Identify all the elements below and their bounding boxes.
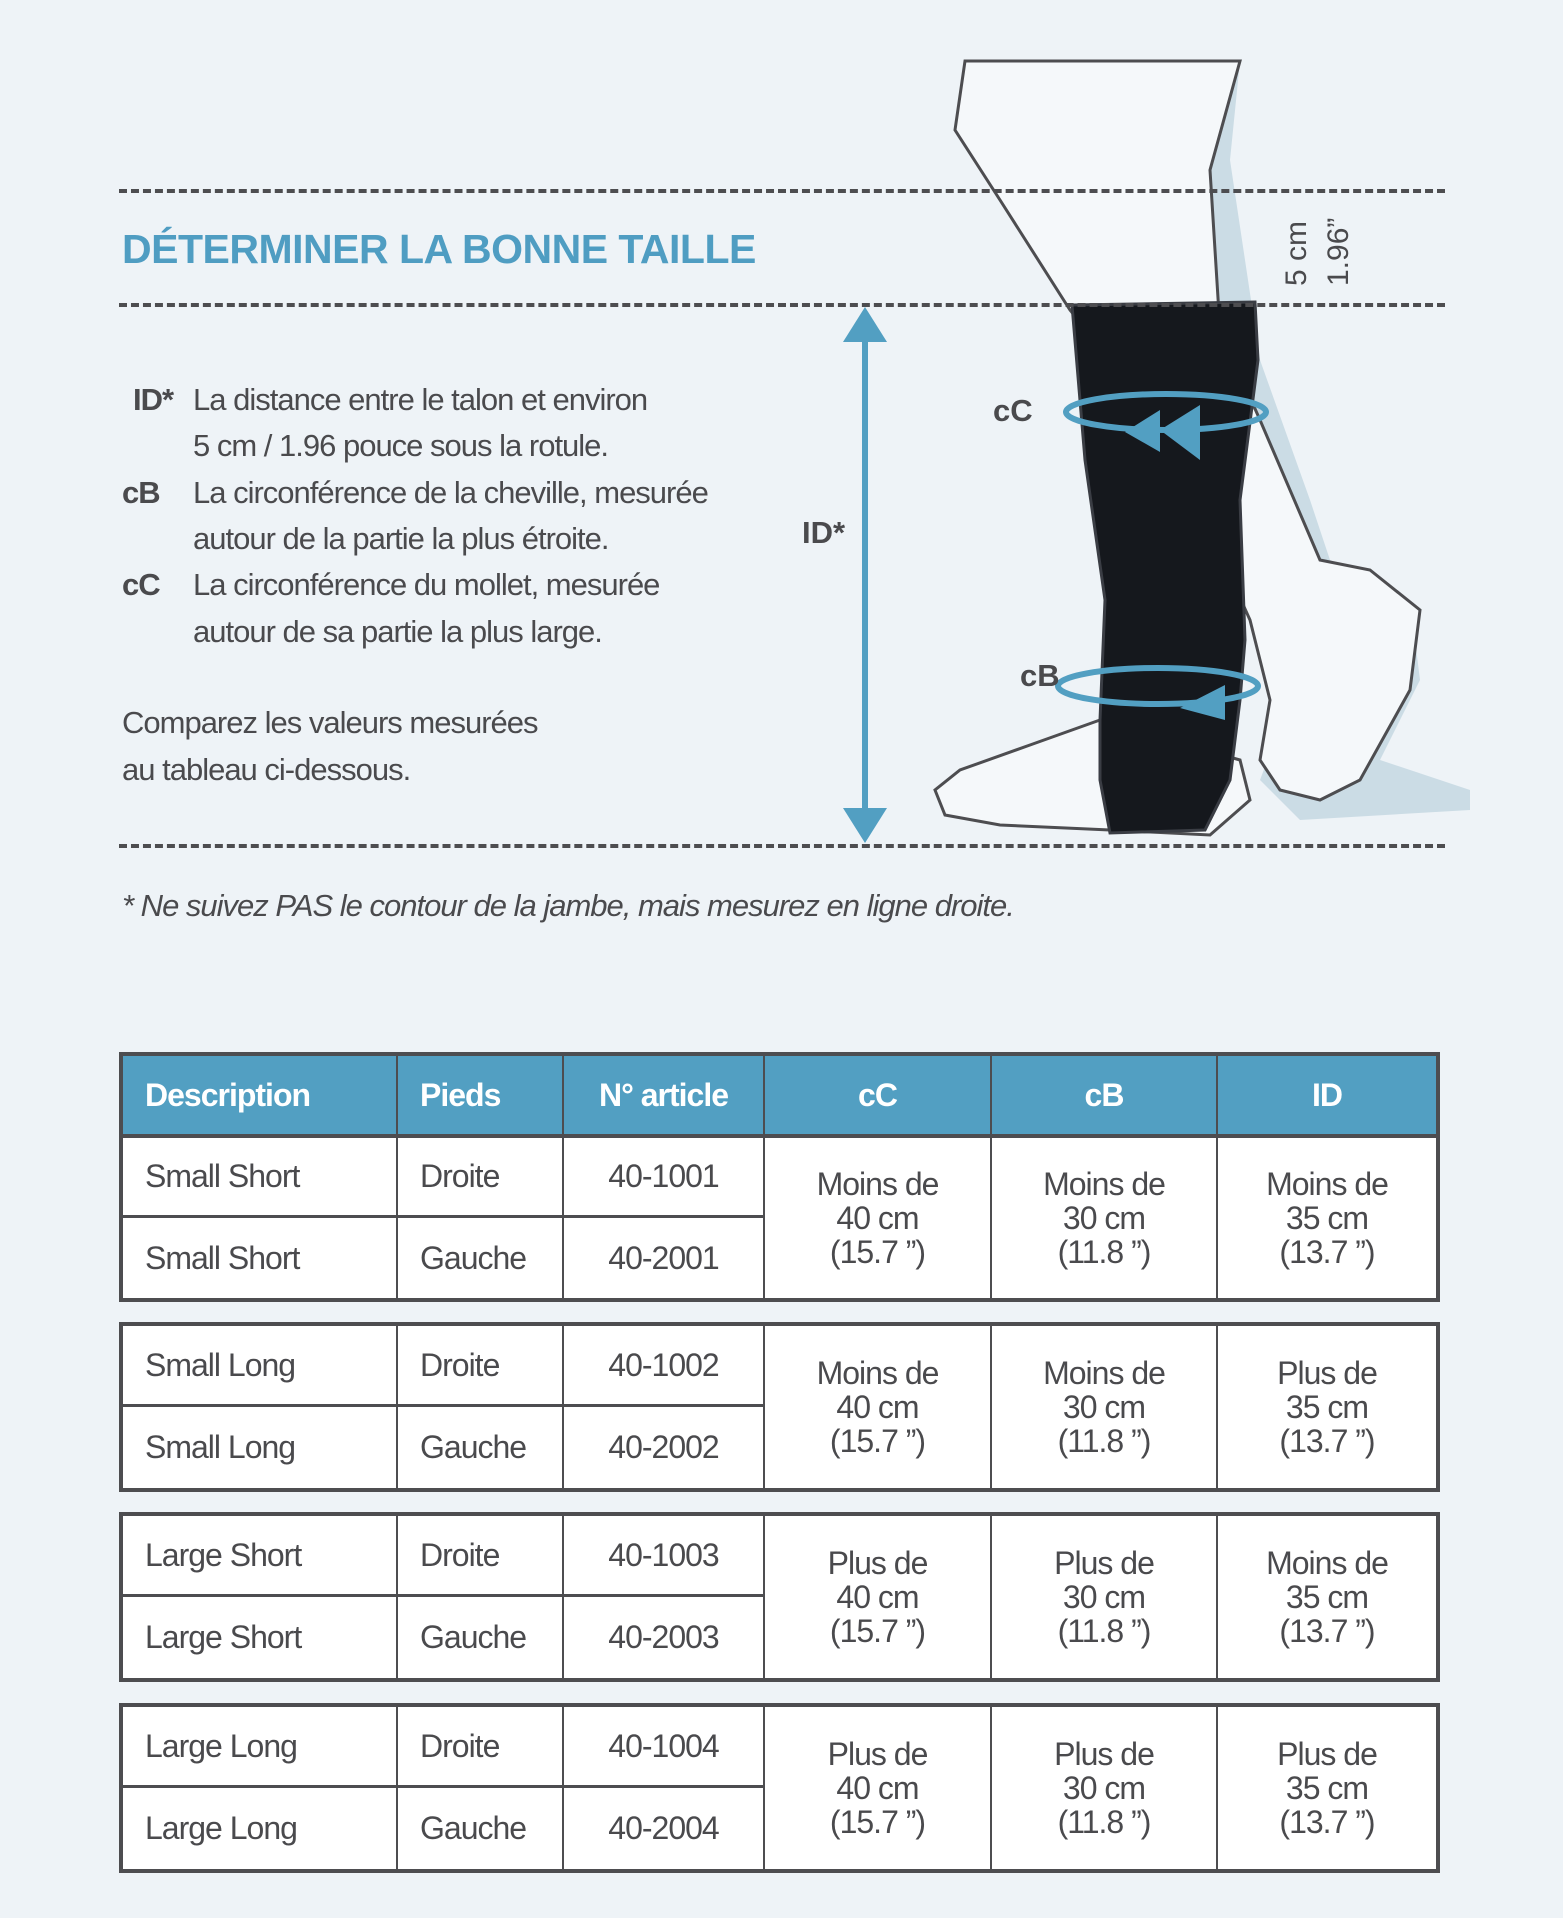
- header-description: Description: [123, 1056, 398, 1134]
- range-cell-cb: [992, 1138, 1218, 1298]
- range-line: 40 cm: [836, 1770, 919, 1806]
- id-arrow-up-icon: [843, 307, 887, 342]
- dashed-line-heel: [119, 844, 1445, 848]
- range-line: Plus de: [1277, 1355, 1377, 1391]
- range-line: (13.7 ”): [1279, 1234, 1375, 1270]
- table-header: [119, 1052, 1440, 1138]
- range-line: 40 cm: [836, 1579, 919, 1615]
- header-pieds: Pieds: [398, 1056, 564, 1134]
- range-line: 35 cm: [1285, 1579, 1369, 1615]
- article-cell: 40-2001: [564, 1218, 765, 1298]
- range-cell-cb: [992, 1326, 1218, 1488]
- size-group: [119, 1134, 1440, 1302]
- description-cell: Large Short: [123, 1516, 398, 1597]
- description-cell: Large Long: [123, 1788, 398, 1869]
- size-group: [119, 1322, 1440, 1492]
- def-text: 5 cm / 1.96 pouce sous la rotule.: [193, 428, 609, 463]
- range-line: 30 cm: [1062, 1200, 1146, 1236]
- id-diagram-label: ID*: [802, 515, 846, 550]
- article-cell: 40-2002: [564, 1407, 765, 1488]
- header-cc: cC: [765, 1056, 992, 1134]
- description-cell: Small Short: [123, 1218, 398, 1298]
- article-cell: 40-1001: [564, 1138, 765, 1218]
- def-text: autour de la partie la plus étroite.: [193, 521, 609, 556]
- range-cell-cb: [992, 1707, 1218, 1869]
- range-line: Plus de: [827, 1545, 928, 1581]
- description-cell: Small Long: [123, 1407, 398, 1488]
- foot-cell: Droite: [398, 1138, 564, 1218]
- range-line: Moins de: [1043, 1355, 1165, 1391]
- range-line: 30 cm: [1062, 1770, 1146, 1806]
- range-line: (15.7 ”): [829, 1423, 926, 1459]
- range-line: Plus de: [1277, 1736, 1377, 1772]
- description-cell: Small Long: [123, 1326, 398, 1407]
- range-line: (13.7 ”): [1279, 1804, 1375, 1840]
- page-title: DÉTERMINER LA BONNE TAILLE: [122, 226, 756, 272]
- foot-cell: Droite: [398, 1326, 564, 1407]
- foot-cell: Gauche: [398, 1407, 564, 1488]
- compare-text: Comparez les valeurs mesurées: [122, 705, 538, 740]
- size-group: [119, 1703, 1440, 1873]
- id-arrow-down-icon: [843, 808, 887, 843]
- description-cell: Large Short: [123, 1597, 398, 1678]
- size-group: [119, 1512, 1440, 1682]
- def-text: La circonférence du mollet, mesurée: [193, 567, 660, 602]
- range-line: 30 cm: [1062, 1579, 1146, 1615]
- range-line: 40 cm: [836, 1389, 919, 1425]
- range-cell-id: [1218, 1138, 1436, 1298]
- foot-cell: Droite: [398, 1707, 564, 1788]
- range-line: Moins de: [816, 1166, 939, 1202]
- compare-text: au tableau ci-dessous.: [122, 752, 411, 787]
- description-cell: Small Short: [123, 1138, 398, 1218]
- description-cell: Large Long: [123, 1707, 398, 1788]
- range-line: Plus de: [1054, 1545, 1154, 1581]
- article-cell: 40-1003: [564, 1516, 765, 1597]
- header-id: ID: [1312, 1076, 1342, 1113]
- range-line: Moins de: [1266, 1545, 1388, 1581]
- range-cell-id: [1218, 1516, 1436, 1678]
- article-cell: 40-2003: [564, 1597, 765, 1678]
- dashed-line-top: [119, 189, 1445, 193]
- range-line: 35 cm: [1285, 1770, 1369, 1806]
- def-label-cb: cB: [122, 475, 160, 510]
- header-article: N° article: [564, 1056, 765, 1134]
- range-line: (15.7 ”): [829, 1613, 926, 1649]
- range-cell-cc: [765, 1707, 992, 1869]
- range-line: (11.8 ”): [1057, 1423, 1151, 1459]
- range-line: 30 cm: [1062, 1389, 1146, 1425]
- foot-cell: Droite: [398, 1516, 564, 1597]
- dashed-line-knee: [119, 303, 1445, 307]
- def-text: La distance entre le talon et environ: [193, 382, 648, 417]
- def-text: La circonférence de la cheville, mesurée: [193, 475, 708, 510]
- range-line: (11.8 ”): [1057, 1613, 1151, 1649]
- range-line: (11.8 ”): [1057, 1234, 1151, 1270]
- header-cb: cB: [992, 1056, 1218, 1134]
- range-cell-id: [1218, 1707, 1436, 1869]
- range-cell-cc: [765, 1326, 992, 1488]
- range-line: 40 cm: [836, 1200, 919, 1236]
- range-cell-cc: [765, 1138, 992, 1298]
- compression-sleeve: [1072, 302, 1258, 833]
- offset-in-label: 1.96”: [1322, 217, 1355, 286]
- range-line: Plus de: [1054, 1736, 1154, 1772]
- range-cell-cb: [992, 1516, 1218, 1678]
- range-line: Moins de: [816, 1355, 939, 1391]
- footnote: * Ne suivez PAS le contour de la jambe, mais mesurez en ligne droite.: [122, 888, 1014, 923]
- article-cell: 40-1004: [564, 1707, 765, 1788]
- foot-cell: Gauche: [398, 1788, 564, 1869]
- offset-cm-label: 5 cm: [1280, 220, 1313, 286]
- cc-diagram-label: cC: [993, 393, 1033, 428]
- article-cell: 40-2004: [564, 1788, 765, 1869]
- range-line: (15.7 ”): [829, 1804, 926, 1840]
- range-line: Moins de: [1266, 1166, 1388, 1202]
- range-cell-id: [1218, 1326, 1436, 1488]
- foot-cell: Gauche: [398, 1597, 564, 1678]
- range-line: (11.8 ”): [1057, 1804, 1151, 1840]
- range-line: Moins de: [1043, 1166, 1165, 1202]
- def-text: autour de sa partie la plus large.: [193, 614, 602, 649]
- def-label-id: ID*: [133, 382, 174, 417]
- foot-cell: Gauche: [398, 1218, 564, 1298]
- range-line: (13.7 ”): [1279, 1423, 1375, 1459]
- article-cell: 40-1002: [564, 1326, 765, 1407]
- range-line: 35 cm: [1285, 1389, 1369, 1425]
- range-line: (15.7 ”): [829, 1234, 926, 1270]
- cb-diagram-label: cB: [1020, 658, 1060, 693]
- range-line: 35 cm: [1285, 1200, 1369, 1236]
- range-line: (13.7 ”): [1279, 1613, 1375, 1649]
- def-label-cc: cC: [122, 567, 160, 602]
- range-cell-cc: [765, 1516, 992, 1678]
- range-line: Plus de: [827, 1736, 928, 1772]
